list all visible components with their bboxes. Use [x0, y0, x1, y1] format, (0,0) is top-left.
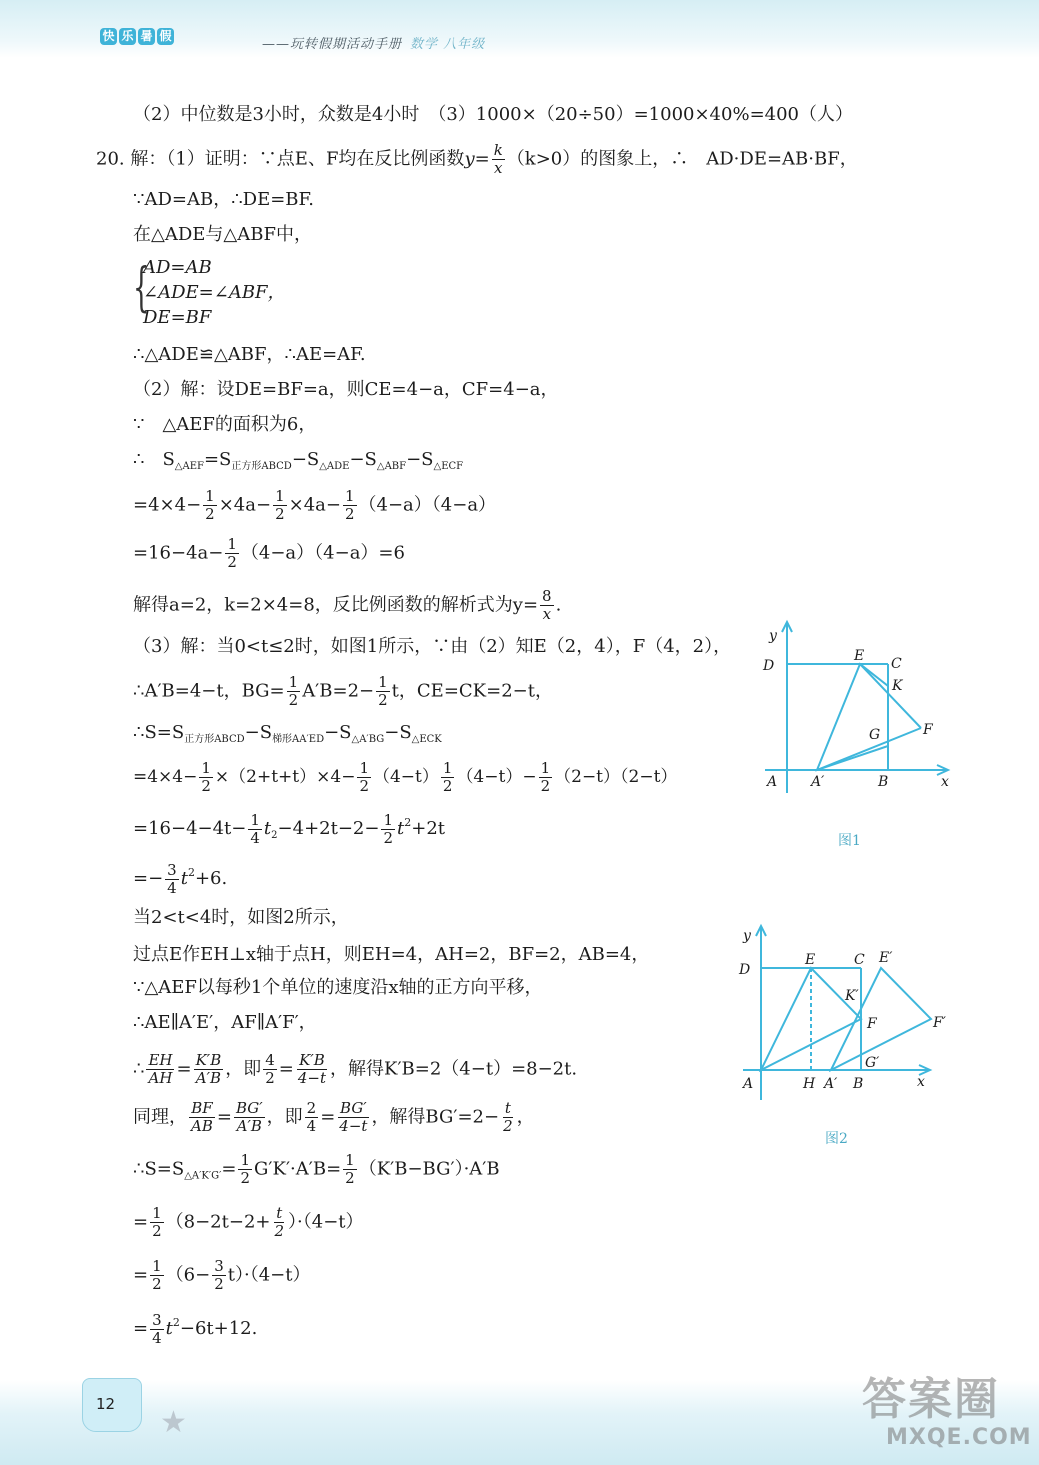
- fraction-numerator: 1: [344, 487, 355, 505]
- fraction-denominator: 2: [227, 553, 237, 571]
- fraction-denominator: 2: [288, 691, 299, 709]
- text-span: =16−4−4t−: [133, 818, 247, 839]
- fraction-numerator: 8: [542, 587, 552, 605]
- text-span: =: [320, 1106, 336, 1128]
- text-span: （k>0）的图象上，∴ AD·DE=AB·BF，: [506, 148, 858, 170]
- text-line: （3）解：当0<t≤2时，如图1所示，∵由（2）知E（2，4），F（4，2），: [133, 636, 732, 657]
- text-span: ，即: [266, 1106, 303, 1128]
- subscript: 正方形ABCD: [184, 734, 245, 745]
- fig1-label-g: G: [869, 727, 881, 743]
- fraction-numerator: 1: [250, 810, 260, 829]
- text-span: ×4a−: [288, 494, 341, 516]
- text-line: [133, 536, 405, 571]
- fraction-numerator: BG′: [340, 1099, 367, 1117]
- logo-chip: 乐: [119, 28, 136, 45]
- fraction-denominator: 2: [503, 1117, 513, 1135]
- watermark: [862, 1375, 1032, 1460]
- text-line: [133, 720, 442, 753]
- text-span: （4−t）−: [456, 767, 537, 787]
- fraction: [492, 142, 505, 177]
- fraction-numerator: 1: [275, 487, 285, 505]
- fraction-denominator: A′B: [195, 1069, 222, 1087]
- fraction-numerator: 1: [540, 759, 551, 777]
- fraction-numerator: k: [493, 141, 503, 159]
- fraction-numerator: t: [504, 1099, 511, 1117]
- fraction: [248, 812, 262, 847]
- fraction-numerator: 3: [152, 1310, 162, 1329]
- fraction: [189, 1100, 215, 1135]
- fig1-label-x: x: [941, 774, 949, 790]
- text-span: .: [555, 594, 562, 616]
- fraction: [238, 1152, 252, 1187]
- fraction-denominator: 2: [152, 1222, 162, 1240]
- fraction-numerator: 1: [227, 535, 237, 553]
- text-line: 在△ADE与△ABF中，: [133, 224, 312, 245]
- text-span: ，即: [225, 1058, 262, 1080]
- fraction: [381, 812, 395, 847]
- fraction: [194, 1052, 224, 1087]
- watermark-bottom: MXQE.COM: [886, 1425, 1032, 1450]
- header-subtitle: [262, 33, 485, 52]
- text-span: −S: [384, 722, 412, 743]
- fraction: [296, 1052, 328, 1087]
- fraction-numerator: K′B: [299, 1051, 325, 1069]
- subscript: 正方形ABCD: [231, 461, 292, 472]
- fraction-denominator: 2: [383, 828, 393, 847]
- fraction-numerator: 1: [240, 1151, 251, 1169]
- superscript: 2: [172, 1316, 180, 1329]
- fraction: [305, 1100, 319, 1135]
- brace-row: DE=BF: [143, 307, 212, 328]
- fraction: [501, 1100, 515, 1135]
- text-span: t: [180, 868, 188, 889]
- text-span: −S: [291, 449, 320, 470]
- brace-row: AD=AB: [143, 257, 212, 278]
- text-span: t）·（4−t）: [227, 1264, 311, 1286]
- text-line: [133, 1052, 577, 1087]
- fraction-denominator: 2: [378, 691, 388, 709]
- fraction-denominator: 4: [167, 878, 177, 897]
- fraction: [165, 862, 179, 897]
- figure-1: [755, 618, 965, 798]
- fraction-numerator: 1: [152, 1257, 162, 1275]
- text-line: [133, 760, 677, 795]
- fraction-denominator: AH: [148, 1069, 173, 1087]
- fraction-denominator: 2: [201, 777, 211, 795]
- text-span: =: [221, 1158, 237, 1180]
- text-span: =S: [203, 449, 232, 470]
- text-line: ∵ △AEF的面积为6，: [133, 414, 317, 435]
- fraction: [150, 1205, 164, 1240]
- text-line: ∴AE∥A′E′，AF∥A′F′，: [133, 1012, 317, 1033]
- fig2-label-g-prime: G′: [865, 1055, 880, 1071]
- text-span: 解得a=2，k=2×4=8，反比例函数的解析式为y=: [133, 594, 539, 616]
- fraction-denominator: A′B: [236, 1117, 262, 1135]
- figure-2-caption: 图2: [825, 1131, 848, 1147]
- text-span: （6−: [165, 1264, 211, 1286]
- fig1-label-k: K: [892, 678, 903, 694]
- segment-ef: [860, 664, 921, 728]
- fraction-numerator: 1: [383, 810, 393, 829]
- subscript: △ADE: [319, 461, 350, 472]
- text-span: −6t+12.: [179, 1318, 258, 1339]
- subscript: △ECK: [411, 734, 442, 745]
- text-span: 同理，: [133, 1106, 187, 1128]
- subscript: △A′BG: [351, 734, 385, 745]
- fraction-denominator: 2: [205, 505, 215, 523]
- fraction-numerator: 1: [288, 673, 299, 691]
- fraction-denominator: 2: [240, 1169, 251, 1187]
- fraction-denominator: 2: [442, 777, 453, 795]
- fig1-label-d: D: [763, 658, 775, 674]
- text-span: （4−a）（4−a）: [358, 494, 497, 516]
- text-span: =: [474, 148, 490, 170]
- fraction-denominator: x: [494, 159, 503, 177]
- fraction-denominator: 2: [540, 777, 551, 795]
- fig1-label-y: y: [769, 628, 777, 644]
- text-span: ∴A′B=4−t，BG=: [133, 680, 285, 702]
- text-span: （8−2t−2+: [165, 1211, 271, 1233]
- text-line: [133, 674, 553, 709]
- text-span: ∴S=S: [133, 1158, 185, 1180]
- fraction: [203, 488, 217, 523]
- fraction: [357, 760, 371, 795]
- fraction-denominator: 4: [250, 828, 260, 847]
- subscript: △AEF: [174, 461, 204, 472]
- subject-text: 数学 八年级: [410, 37, 486, 52]
- fraction-numerator: 4: [265, 1051, 275, 1069]
- text-span: =16−4a−: [133, 542, 224, 564]
- text-span: +6.: [194, 868, 228, 889]
- fraction: [146, 1052, 174, 1087]
- superscript: 2: [187, 866, 195, 879]
- fraction-numerator: 1: [378, 673, 388, 691]
- text-line: [133, 1100, 535, 1135]
- fraction: [234, 1100, 265, 1135]
- text-span: −S: [349, 449, 377, 470]
- fraction-numerator: EH: [148, 1051, 173, 1069]
- text-span: =: [133, 1264, 149, 1286]
- text-line: [133, 860, 227, 897]
- fraction-denominator: 4−t: [297, 1069, 326, 1087]
- text-span: ∴S=S: [133, 722, 185, 743]
- fraction-denominator: 2: [152, 1275, 162, 1293]
- subscript: △A′K′G′: [184, 1170, 222, 1182]
- fraction-numerator: 1: [205, 487, 215, 505]
- text-span: t: [165, 1318, 173, 1339]
- fraction-denominator: 4: [306, 1117, 317, 1135]
- text-span: G′K′·A′B=: [254, 1158, 342, 1180]
- subscript: △ABF: [376, 461, 407, 472]
- text-line: [96, 142, 858, 177]
- text-line: [133, 588, 561, 623]
- fraction: [540, 588, 554, 623]
- star-icon: ★: [160, 1405, 187, 1440]
- text-span: −4+2t−2−: [277, 818, 380, 839]
- fig1-label-f: F: [923, 722, 933, 738]
- fig2-label-k-prime: K′: [845, 988, 859, 1004]
- fraction-numerator: 1: [442, 759, 453, 777]
- fraction-denominator: 4−t: [339, 1117, 368, 1135]
- fraction: [263, 1052, 277, 1087]
- text-span: ∴ S: [133, 449, 175, 470]
- text-span: t，CE=CK=2−t，: [391, 680, 553, 702]
- fig1-label-a-prime: A′: [811, 774, 825, 790]
- fraction-denominator: 2: [275, 505, 285, 523]
- page-number: 12: [96, 1395, 116, 1413]
- fraction: [199, 760, 213, 795]
- text-span: t: [263, 818, 272, 839]
- text-line: ∵△AEF以每秒1个单位的速度沿x轴的正方向平移，: [133, 977, 543, 998]
- fraction-denominator: AB: [191, 1117, 213, 1135]
- fraction: [225, 536, 239, 571]
- header-logo: [100, 28, 174, 45]
- text-span: −S: [244, 722, 273, 743]
- fraction-numerator: 3: [214, 1257, 224, 1275]
- fraction-numerator: 1: [345, 1151, 355, 1169]
- text-span: ×4a−: [218, 494, 272, 516]
- fig2-label-c: C: [854, 952, 865, 968]
- fraction: [273, 488, 287, 523]
- logo-chip: 假: [157, 28, 174, 45]
- subscript: 2: [271, 830, 278, 841]
- figure-2: [733, 922, 953, 1102]
- fig2-label-x: x: [917, 1074, 925, 1090]
- fig2-label-a: A: [743, 1076, 754, 1092]
- text-span: −S: [324, 722, 352, 743]
- fraction: [441, 760, 455, 795]
- fraction-numerator: 1: [359, 759, 369, 777]
- fraction-denominator: x: [542, 605, 552, 623]
- fig1-label-c: C: [891, 656, 902, 672]
- fraction-denominator: 4: [152, 1328, 162, 1347]
- text-span: （2−t）（2−t）: [554, 767, 678, 787]
- text-span: ，: [516, 1106, 535, 1128]
- fraction: [287, 674, 301, 709]
- fraction-numerator: BF: [191, 1099, 213, 1117]
- fig2-label-f: F: [867, 1016, 877, 1032]
- logo-chip: 暑: [138, 28, 155, 45]
- text-span: ∴: [133, 1058, 145, 1080]
- subscript: △ECF: [433, 461, 464, 472]
- text-line: ∴△ADE≌△ABF，∴AE=AF.: [133, 344, 366, 365]
- fraction: [337, 1100, 369, 1135]
- fraction-numerator: K′B: [195, 1051, 222, 1069]
- fraction-numerator: 3: [167, 860, 177, 879]
- text-span: ）·（4−t）: [288, 1211, 364, 1233]
- text-span: A′B=2−: [302, 680, 375, 702]
- text-span: （K′B−BG′）·A′B: [358, 1158, 500, 1180]
- fraction-numerator: BG′: [235, 1099, 263, 1117]
- text-line: 当2<t<4时，如图2所示，: [133, 907, 349, 928]
- text-span: t: [397, 818, 405, 839]
- text-line: [133, 1310, 257, 1347]
- fraction-denominator: 2: [214, 1275, 224, 1293]
- subscript: 梯形AA′ED: [272, 734, 325, 745]
- fraction-denominator: 2: [274, 1222, 285, 1240]
- text-line: [133, 1152, 500, 1190]
- watermark-top: 答案圈: [862, 1374, 1000, 1425]
- text-span: =4×4−: [133, 494, 202, 516]
- subtitle-text: ——玩转假期活动手册: [262, 37, 403, 52]
- superscript: 2: [404, 816, 412, 829]
- text-span: +2t: [411, 818, 446, 839]
- fraction-denominator: 2: [359, 777, 369, 795]
- fig2-label-b: B: [853, 1076, 864, 1092]
- text-span: y: [464, 148, 475, 170]
- text-span: ×（2+t+t）×4−: [214, 767, 356, 787]
- fig2-label-e-prime: E′: [879, 950, 893, 966]
- text-span: ，解得K′B=2（4−t）=8−2t.: [330, 1058, 578, 1080]
- text-span: （4−a）（4−a）=6: [240, 542, 405, 564]
- text-span: ，解得BG′=2−: [371, 1106, 500, 1128]
- text-span: =4×4−: [133, 767, 198, 787]
- fig1-label-a: A: [767, 774, 778, 790]
- fraction: [343, 1152, 357, 1187]
- text-line: [133, 1258, 310, 1293]
- text-span: =: [176, 1058, 192, 1080]
- text-line: （2）中位数是3小时，众数是4小时 （3）1000×（20÷50）=1000×40%=400（人）: [133, 104, 854, 125]
- shaded-quadrilateral: [817, 664, 888, 770]
- fraction-numerator: 1: [152, 1204, 162, 1222]
- text-span: =: [278, 1058, 294, 1080]
- text-line: 过点E作EH⊥x轴于点H，则EH=4，AH=2，BF=2，AB=4，: [133, 944, 650, 965]
- triangle-a-prime-e-prime-f-prime: [831, 968, 931, 1070]
- fraction: [150, 1312, 164, 1347]
- fraction-denominator: 2: [345, 1169, 355, 1187]
- text-span: =: [133, 1211, 149, 1233]
- fig2-label-f-prime: F′: [933, 1015, 946, 1031]
- fig2-label-h: H: [803, 1076, 816, 1092]
- fraction-numerator: 1: [201, 759, 211, 777]
- fraction: [539, 760, 553, 795]
- fig2-label-d: D: [739, 962, 751, 978]
- text-span: −S: [406, 449, 434, 470]
- fraction-denominator: 2: [344, 505, 355, 523]
- fraction-denominator: 2: [265, 1069, 275, 1087]
- fig2-label-y: y: [743, 928, 751, 944]
- text-span: =−: [133, 868, 164, 889]
- text-line: [133, 447, 463, 480]
- fraction-numerator: t: [276, 1204, 283, 1222]
- brace-row: ∠ADE=∠ABF，: [143, 282, 286, 303]
- text-line: [133, 488, 496, 523]
- figure-1-caption: 图1: [838, 833, 861, 849]
- text-span: 20. 解：（1）证明：∵点E、F均在反比例函数: [96, 148, 465, 170]
- fig1-label-b: B: [878, 774, 889, 790]
- fig2-label-e: E: [805, 952, 816, 968]
- text-span: =: [216, 1106, 232, 1128]
- fraction: [343, 488, 357, 523]
- brace-rows: [143, 255, 286, 330]
- fraction: [272, 1205, 286, 1240]
- fraction: [150, 1258, 164, 1293]
- logo-chip: 快: [100, 28, 117, 45]
- text-line: [133, 1205, 364, 1240]
- fraction: [212, 1258, 226, 1293]
- text-line: ∵AD=AB，∴DE=BF.: [133, 189, 314, 210]
- fig2-label-a-prime: A′: [824, 1076, 838, 1092]
- brace-symbol: {: [133, 258, 150, 318]
- fraction: [376, 674, 390, 709]
- text-span: （4−t）: [372, 767, 439, 787]
- text-line: [133, 810, 445, 849]
- fig1-label-e: E: [854, 648, 865, 664]
- text-span: =: [133, 1318, 149, 1339]
- fraction-numerator: 2: [306, 1099, 317, 1117]
- text-line: （2）解：设DE=BF=a，则CE=4−a，CF=4−a，: [133, 379, 559, 400]
